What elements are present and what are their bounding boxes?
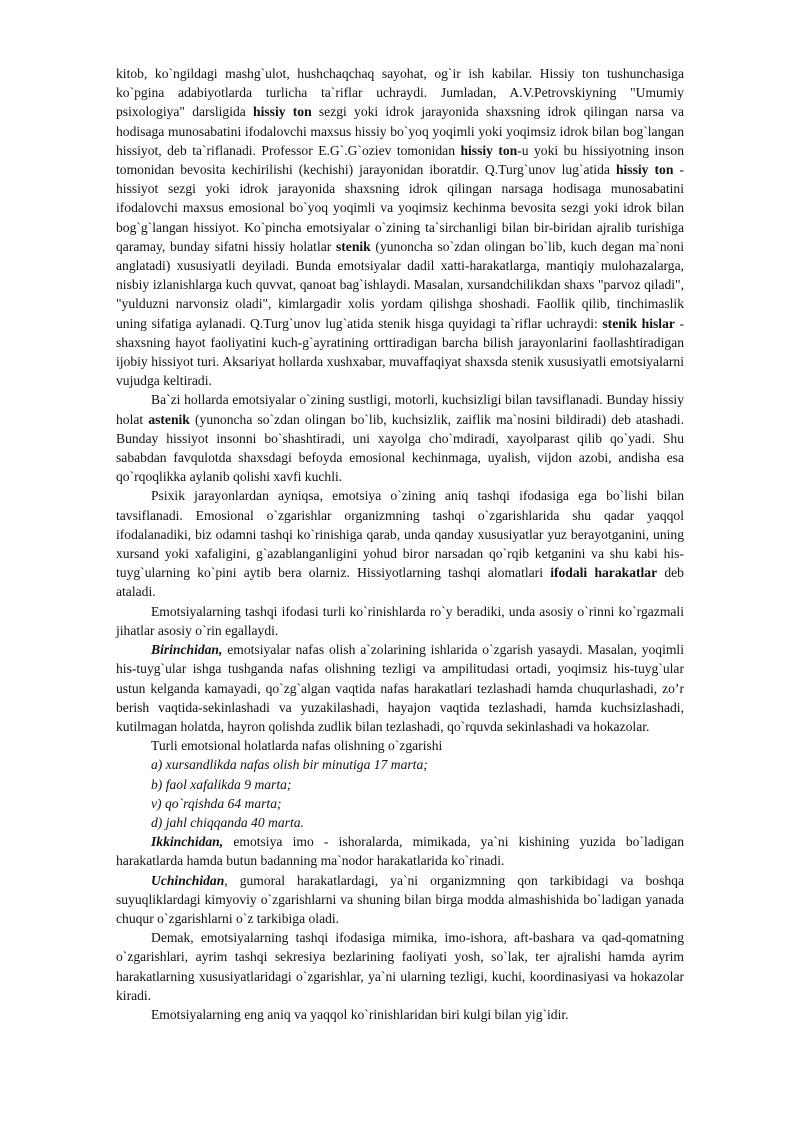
term-astenik: astenik	[148, 411, 190, 427]
paragraph-hissiy-ton: kitob, ko`ngildagi mashg`ulot, hushchaqchaq sayohat, og`ir ish kabilar. Hissiy ton tushunchasiga ko`pgina adabiyotlarda turlicha ta`riflar uchraydi. Jumladan, A.V.Petrovskiyning "Umumiy psixologiya" darsligida hissiy ton sezgi yoki idrok jarayonida shaxsning idrok qilingan narsa va hodisaga munosabatini ifodalovchi maxsus hissiy bo`yoq yoqimli yoki yoqimsiz idrok bilan bog`langan hissiyot, deb ta`riflanadi. Professor E.G`.G`oziev tomonidan hissiy ton-u yoki bu hissiyotning inson tomonidan bevosita kechirilishi (kechishi) jarayonidan iboratdir. Q.Turg`unov lug`atida hissiy ton - hissiyot sezgi yoki idrok jarayonida shaxsning idrok qilingan narsaga hodisaga munosabatini ifodalovchi maxsus emosional bo`yoq yoqimli va yoqimsiz kechinma bevosita sezgi yoki idrok bilan bog`g`langan hissiyot. Ko`pincha emotsiyalar o`zining ta`sirchanligi bilan bir-biridan ajralib turishiga qaramay, bunday sifatni hissiy holatlar stenik (yunoncha so`zdan olingan bo`lib, kuch degan ma`noni anglatadi) xususiyatli deyiladi. Bunda emotsiyalar dadil xatti-harakatlarga, mantiqiy mulohazalarga, nisbiy izlanishlarga kuch quvvat, qanoat bag`ishlaydi. Masalan, xursandchilikdan shaxs "parvoz qiladi", "yulduzni narvonsiz oladi", kimlargadir xolis yordam qilishga shoshadi. Faollik qilib, tinchimaslik uning sifatiga aylanadi. Q.Turg`unov lug`atida stenik hisga quyidagi ta`riflar uchraydi: stenik hislar - shaxsning hayot faoliyatini kuch-g`ayratining orttiradigan barcha bilish jarayonlarini faollashtiradigan ijobiy hissiyot turi. Aksariyat hollarda xushxabar, muvaffaqiyat shaxsda stenik xususiyatli emotsiyalarni vujudga keltiradi.	[116, 66, 684, 389]
paragraph-astenik: Ba`zi hollarda emotsiyalar o`zining sustligi, motorli, kuchsizligi bilan tavsiflanadi. Bunday hissiy holat astenik (yunoncha so`zdan olingan bo`lib, kuchsizlik, zaiflik ma`nosini bildiradi) deb atashadi. Bunday hissiyot insonni bo`shashtiradi, uni xayolga cho`mdiradi, xayolparast qilib qo`yadi. Shu sababdan favqulotda shaxsdagi befoyda emosional kechinmaga, uyalish, vijdon azobi, andisha esa qo`rqoqlikka aylanib qolishi xavfi kuchli.	[116, 392, 684, 485]
list-item: b) faol xafalikda 9 marta;	[151, 776, 292, 792]
term-hissiy-ton: hissiy ton	[460, 142, 518, 158]
lead-birinchidan: Birinchidan,	[151, 642, 223, 658]
paragraph-ifodali-harakatlar: Psixik jarayonlardan ayniqsa, emotsiya o`zining aniq tashqi ifodasiga ega bo`lishi bilan tavsiflanadi. Emosional o`zgarishlar organizmning tashqi o`zgarishlarida shu qadar yaqqol ifodalanadiki, biz odamni tashqi ko`rinishiga qarab, unda qanday xususiyatlar yuz berayotganini, uning xursand yoki xafaligini, g`azablanganligini yohud biror narsadan qo`rqib ketganini va shu kabi his-tuyg`ularning ko`pini aytib bera olarniz. Hissiyotlarning tashqi alomatlari ifodali harakatlar deb ataladi.	[116, 488, 684, 600]
term-stenik: stenik	[335, 238, 371, 254]
paragraph-demak: Demak, emotsiyalarning tashqi ifodasiga mimika, imo-ishora, aft-bashara va qad-qomatning o`zgarishlari, ayrim tashqi sekresiya bezlarining faoliyati yosh, so`lak, ter ajralishi hamda ayrim harakatlarning xususiyatlaridagi o`zgarishlar, ya`ni ularning tezligi, kuchi, koordinasiyasi va hokazolar kiradi.	[116, 930, 684, 1003]
paragraph-birinchidan: Birinchidan, emotsiyalar nafas olish a`zolarining ishlarida o`zgarish yasaydi. Masalan, yoqimli his-tuyg`ular ishga tushganda nafas olishning tezligi va ampilitudasi ortadi, yoqimsiz his-tuyg`ular ustun kelganda kamayadi, qo`zg`algan vaqtida nafas harakatlari tezlashadi hamda chuqurlashadi, zo’r berish vaqtida-sekinlashadi va yuzakilashadi, hayajon vaqtida tezlashadi, hamda kuchsizlashadi, kutilmagan holatda, hayron qolishda zudlik bilan tezlashadi, qo`rquvda sekinlashadi va hokazolar.	[116, 642, 684, 734]
paragraph-uchinchidan: Uchinchidan, gumoral harakatlardagi, ya`ni organizmning qon tarkibidagi va boshqa suyuqliklardagi kimyoviy o`zgarishlarni va shuning bilan birga modda almashishida bo`ladigan yanada chuqur o`zgarishlarni o`z tarkibiga oladi.	[116, 872, 684, 926]
breathing-list	[116, 755, 684, 832]
term-stenik-hislar: stenik hislar	[602, 315, 675, 331]
paragraph-kulgi: Emotsiyalarning eng aniq va yaqqol ko`rinishlaridan biri kulgi bilan yig`idir.	[151, 1006, 569, 1022]
list-item: a) xursandlikda nafas olish bir minutiga 17 marta;	[151, 757, 428, 773]
paragraph-tashqi-ifoda: Emotsiyalarning tashqi ifodasi turli ko`rinishlarda ro`y beradiki, unda asosiy o`rinni ko`rgazmali jihatlar asosiy o`rin egallaydi.	[116, 603, 684, 638]
lead-ikkinchidan: Ikkinchidan,	[151, 834, 224, 850]
list-item: v) qo`rqishda 64 marta;	[151, 795, 282, 811]
paragraph-nafas-heading: Turli emotsional holatlarda nafas olishning o`zgarishi	[151, 738, 443, 754]
paragraph-ikkinchidan: Ikkinchidan, emotsiya imo - ishoralarda, mimikada, ya`ni kishining yuzida bo`ladigan harakatlarda hamda butun badanning ma`nodor harakatlarida ko`rinadi.	[116, 834, 684, 869]
lead-uchinchidan: Uchinchidan	[151, 872, 225, 888]
document-page	[116, 64, 684, 1024]
term-hissiy-ton: hissiy ton	[253, 104, 312, 120]
term-hissiy-ton: hissiy ton	[615, 162, 674, 178]
term-ifodali-harakatlar: ifodali harakatlar	[550, 565, 658, 581]
list-item: d) jahl chiqqanda 40 marta.	[151, 814, 304, 830]
